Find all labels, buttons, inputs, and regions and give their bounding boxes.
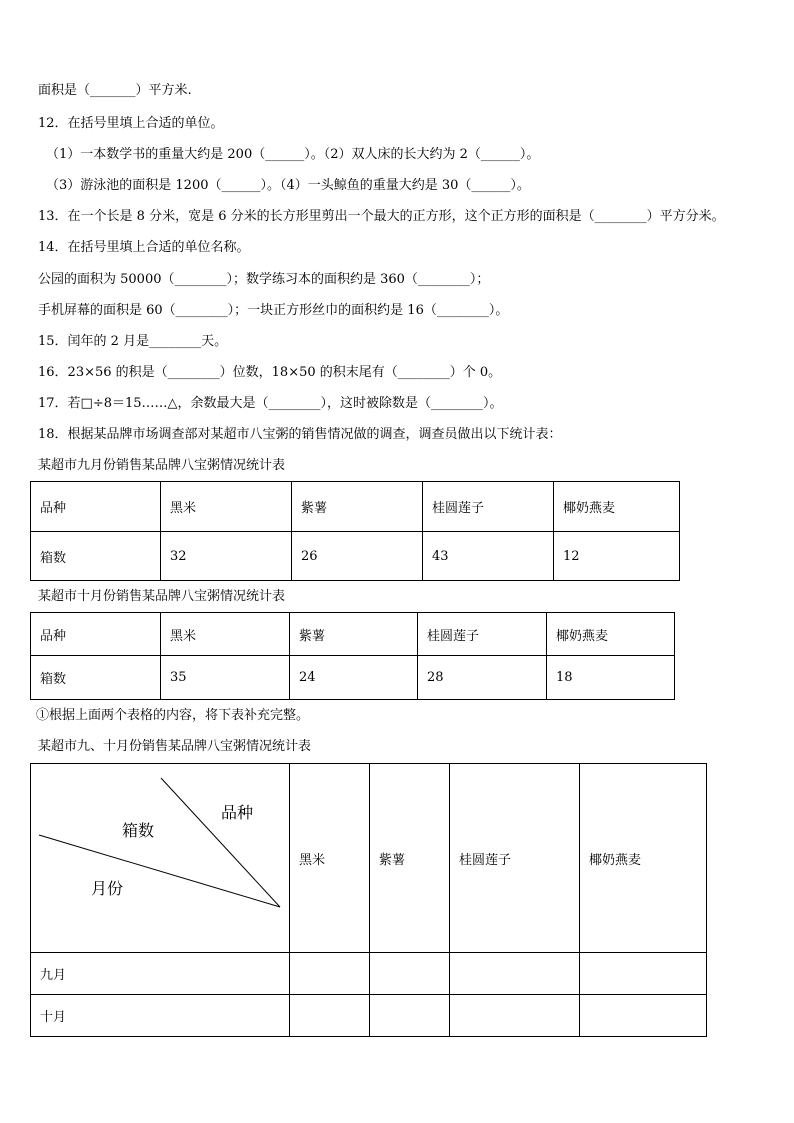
corner-label-month: 月份 — [91, 879, 124, 898]
table1-row-cell: 43 — [423, 532, 554, 581]
table1-header-cell: 桂圆莲子 — [423, 482, 554, 532]
table1-row-cell: 26 — [292, 532, 423, 581]
table2-row-cell: 18 — [547, 656, 675, 700]
table3-empty-cell[interactable] — [580, 995, 707, 1037]
september-sales-table — [30, 481, 680, 581]
table2-row-cell: 箱数 — [31, 656, 161, 700]
diagonal-header-cell — [31, 764, 290, 953]
table3-header-cell: 椰奶燕麦 — [580, 764, 707, 953]
table3-empty-cell[interactable] — [580, 953, 707, 995]
table3-empty-cell[interactable] — [450, 995, 580, 1037]
question-14-line-1: 公园的面积为 50000（________）；数学练习本的面积约是 360（________）； — [38, 272, 490, 287]
table3-header-cell: 桂圆莲子 — [450, 764, 580, 953]
diagonal-lines — [31, 764, 289, 952]
table2-row-cell: 24 — [290, 656, 418, 700]
question-12-part-3-4: （3）游泳池的面积是 1200（______）。（4）一头鲸鱼的重量大约是 30（______）。 — [46, 178, 530, 193]
october-sales-table — [30, 612, 675, 700]
table3-empty-cell[interactable] — [370, 953, 450, 995]
question-12-part-1-2: （1）一本数学书的重量大约是 200（______）。（2）双人床的长大约为 2（______）。 — [46, 147, 540, 162]
table3-empty-cell[interactable] — [450, 953, 580, 995]
table3-row-label: 九月 — [31, 953, 290, 995]
table3-empty-cell[interactable] — [370, 995, 450, 1037]
table1-caption: 某超市九月份销售某品牌八宝粥情况统计表 — [38, 458, 286, 473]
table2-row-cell: 35 — [161, 656, 290, 700]
table1-header-cell: 黑米 — [161, 482, 292, 532]
table3-empty-cell[interactable] — [290, 953, 370, 995]
corner-label-boxes: 箱数 — [122, 821, 155, 840]
corner-label-category: 品种 — [221, 803, 254, 822]
question-16: 16．23×56 的积是（________）位数，18×50 的积末尾有（________）个 0。 — [38, 365, 502, 380]
table2-header-cell: 紫薯 — [290, 613, 418, 656]
question-13: 13．在一个长是 8 分米，宽是 6 分米的长方形里剪出一个最大的正方形，这个正方形的面积是（________）平方分米。 — [38, 209, 725, 224]
table1-row-cell: 箱数 — [31, 532, 161, 581]
table3-header-cell: 紫薯 — [370, 764, 450, 953]
table2-header-cell: 黑米 — [161, 613, 290, 656]
table3-header-cell: 黑米 — [290, 764, 370, 953]
table3-caption: 某超市九、十月份销售某品牌八宝粥情况统计表 — [38, 739, 312, 754]
instruction: ①根据上面两个表格的内容，将下表补充完整。 — [36, 708, 310, 723]
question-17: 17．若□÷8＝15……△，余数最大是（________），这时被除数是（________）。 — [38, 396, 503, 411]
table1-row-cell: 12 — [554, 532, 680, 581]
line-area-answer: 面积是（_______）平方米. — [38, 83, 192, 98]
question-12-title: 12．在括号里填上合适的单位。 — [38, 116, 224, 131]
table2-header-cell: 桂圆莲子 — [418, 613, 547, 656]
table2-caption: 某超市十月份销售某品牌八宝粥情况统计表 — [38, 589, 286, 604]
table3-empty-cell[interactable] — [290, 995, 370, 1037]
table1-header-cell: 紫薯 — [292, 482, 423, 532]
table1-header-cell: 品种 — [31, 482, 161, 532]
combined-sales-table — [30, 763, 707, 1037]
table2-header-cell: 品种 — [31, 613, 161, 656]
table1-row-cell: 32 — [161, 532, 292, 581]
question-14-line-2: 手机屏幕的面积是 60（________）；一块正方形丝巾的面积约是 16（________）。 — [38, 303, 509, 318]
table2-row-cell: 28 — [418, 656, 547, 700]
table3-row-label: 十月 — [31, 995, 290, 1037]
question-18: 18．根据某品牌市场调查部对某超市八宝粥的销售情况做的调查，调查员做出以下统计表： — [38, 427, 562, 442]
table1-header-cell: 椰奶燕麦 — [554, 482, 680, 532]
question-14-title: 14．在括号里填上合适的单位名称。 — [38, 240, 250, 255]
question-15: 15．闰年的 2 月是________天。 — [38, 334, 228, 349]
table2-header-cell: 椰奶燕麦 — [547, 613, 675, 656]
